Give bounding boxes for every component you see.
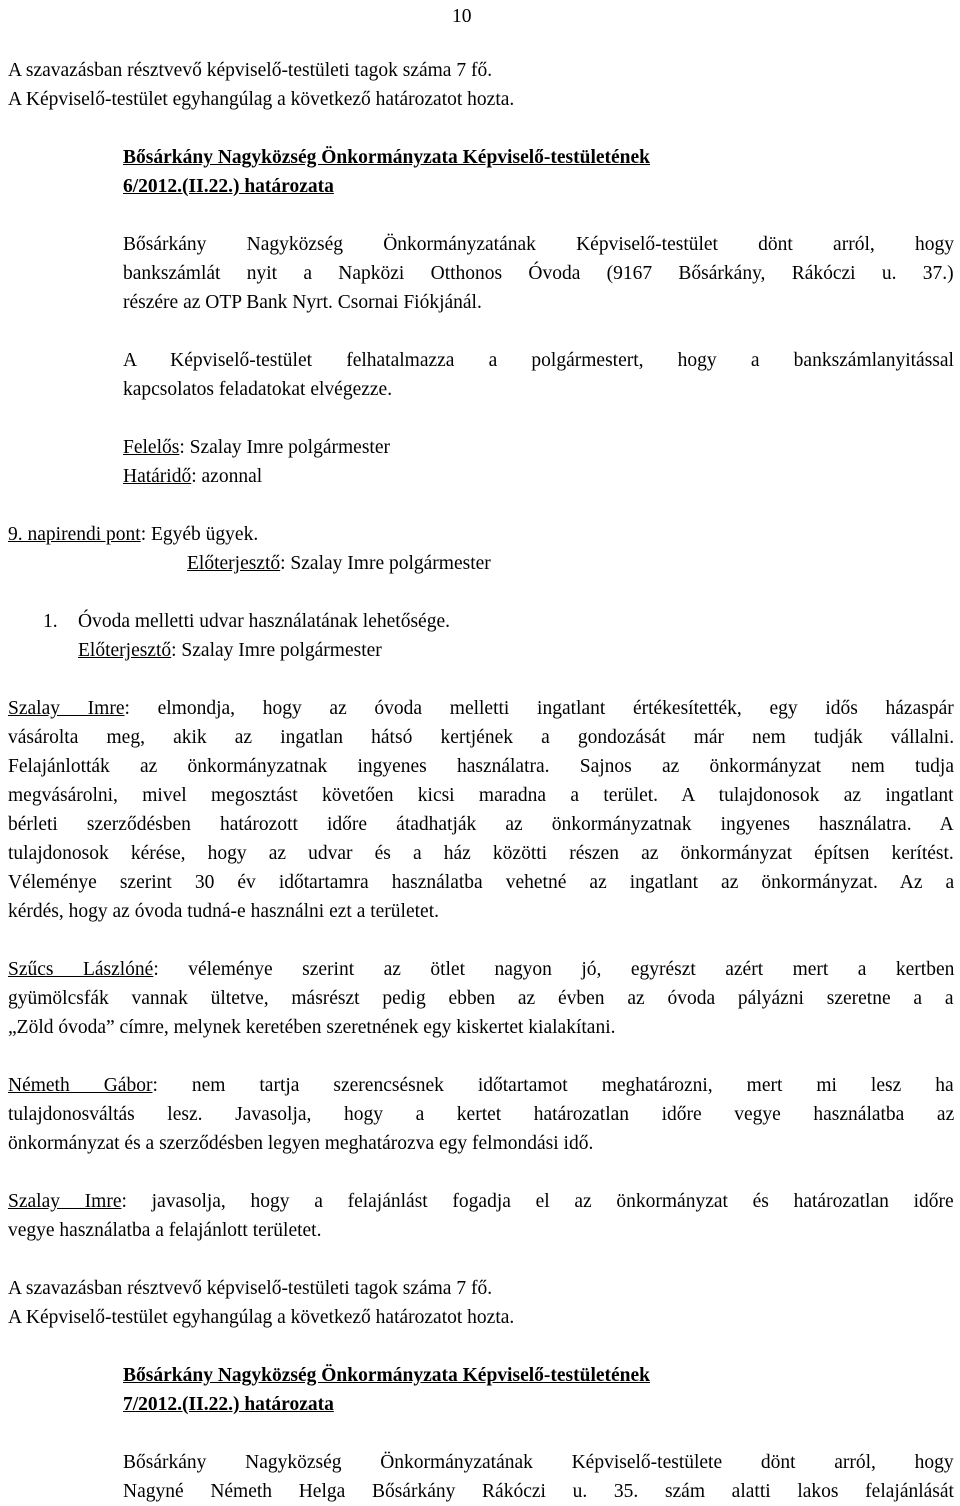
responsible-value: : Szalay Imre polgármester <box>179 437 390 458</box>
speech-text: : elmondja, hogy az óvoda melletti ingatlant értékesítették, egy idős házaspár <box>124 698 954 719</box>
resolution-number: 6/2012.(II.22.) határozata <box>123 176 334 197</box>
agenda-item-label: 9. napirendi pont <box>8 524 141 545</box>
speech-text: : véleménye szerint az ötlet nagyon jó, egyrészt azért mert a kertben <box>153 959 955 980</box>
speech-line: önkormányzat és a szerződésben legyen meghatározva egy felmondási idő. <box>8 1133 594 1154</box>
deadline-label: Határidő <box>123 466 192 487</box>
speaker-name: Szűcs Lászlóné <box>8 959 154 980</box>
agenda-item-line <box>8 520 258 549</box>
subitem-number: 1. <box>43 611 58 632</box>
speech-line: gyümölcsfák vannak ültetve, másrészt pedig ebben az évben az óvoda pályázni szeretne a a <box>8 988 954 1009</box>
resolution-number: 7/2012.(II.22.) határozata <box>123 1394 334 1415</box>
resolution-heading: Bősárkány Nagyközség Önkormányzata Képviselő-testületének <box>123 147 651 168</box>
resolution-text-line: bankszámlát nyit a Napközi Otthonos Óvoda (9167 Bősárkány, Rákóczi u. 37.) <box>123 263 954 284</box>
speech-line: megvásárolni, mivel megosztást követően kicsi maradna a terület. A tulajdonosok az ingatlant <box>8 785 954 806</box>
resolution-text-line: Bősárkány Nagyközség Önkormányzatának Képviselő-testülete dönt arról, hogy <box>123 1452 954 1473</box>
resolution-text-line: A Képviselő-testület felhatalmazza a polgármestert, hogy a bankszámlanyitással <box>123 350 954 371</box>
speech-text: : javasolja, hogy a felajánlást fogadja el az önkormányzat és határozatlan időre <box>121 1191 954 1212</box>
speech-line <box>8 1187 954 1216</box>
vote-count-line: A szavazásban résztvevő képviselő-testületi tagok száma 7 fő. <box>8 1278 493 1299</box>
speech-line: kérdés, hogy az óvoda tudná-e használni ezt a területet. <box>8 901 439 922</box>
speech-line: vásárolta meg, akik az ingatlan hátsó kertjének a gondozását már nem tudják vállalni. <box>8 727 955 748</box>
presenter-line <box>187 549 491 578</box>
speech-line <box>8 1071 954 1100</box>
page-number: 10 <box>452 6 472 27</box>
resolution-text-line: részére az OTP Bank Nyrt. Csornai Fiókjánál. <box>123 292 482 313</box>
speech-text: : nem tartja szerencsésnek időtartamot meghatározni, mert mi lesz ha <box>152 1075 954 1096</box>
resolution-heading: Bősárkány Nagyközség Önkormányzata Képviselő-testületének <box>123 1365 651 1386</box>
agenda-item-value: : Egyéb ügyek. <box>140 524 259 545</box>
speaker-name: Szalay Imre <box>8 698 125 719</box>
resolution-text-line: Nagyné Németh Helga Bősárkány Rákóczi u. 35. szám alatti lakos felajánlását <box>123 1481 954 1502</box>
deadline-line <box>123 462 262 491</box>
presenter-value: : Szalay Imre polgármester <box>280 553 491 574</box>
vote-result-line: A Képviselő-testület egyhangúlag a következő határozatot hozta. <box>8 1307 515 1328</box>
resolution-text-line: Bősárkány Nagyközség Önkormányzatának Képviselő-testület dönt arról, hogy <box>123 234 954 255</box>
presenter-value: : Szalay Imre polgármester <box>171 640 382 661</box>
vote-result-line: A Képviselő-testület egyhangúlag a következő határozatot hozta. <box>8 89 515 110</box>
speech-line: bérleti szerződésben határozott időre átadhatják az önkormányzatnak ingyenes használatra. A <box>8 814 954 835</box>
presenter-label: Előterjesztő <box>187 553 281 574</box>
responsible-line <box>123 433 390 462</box>
presenter-label: Előterjesztő <box>78 640 172 661</box>
deadline-value: : azonnal <box>191 466 263 487</box>
speech-line <box>8 694 954 723</box>
speech-line: tulajdonosok kérése, hogy az udvar és a ház közötti részen az önkormányzat építsen kerítést. <box>8 843 954 864</box>
presenter-line <box>78 636 382 665</box>
speaker-name: Szalay Imre <box>8 1191 122 1212</box>
speech-line: vegye használatba a felajánlott területet. <box>8 1220 322 1241</box>
responsible-label: Felelős <box>123 437 180 458</box>
speech-line <box>8 955 954 984</box>
speech-line: tulajdonosváltás lesz. Javasolja, hogy a kertet határozatlan időre vegye használatba az <box>8 1104 955 1125</box>
speech-line: Felajánlották az önkormányzatnak ingyenes használatra. Sajnos az önkormányzat nem tudja <box>8 756 954 777</box>
subitem-title: Óvoda melletti udvar használatának lehetősége. <box>78 611 450 632</box>
speech-line: Véleménye szerint 30 év időtartamra használatba vehetné az ingatlant az önkormányzat. Az a <box>8 872 955 893</box>
vote-count-line: A szavazásban résztvevő képviselő-testületi tagok száma 7 fő. <box>8 60 493 81</box>
speaker-name: Németh Gábor <box>8 1075 153 1096</box>
resolution-text-line: kapcsolatos feladatokat elvégezze. <box>123 379 393 400</box>
speech-line: „Zöld óvoda” címre, melynek keretében szeretnének egy kiskertet kialakítani. <box>8 1017 616 1038</box>
